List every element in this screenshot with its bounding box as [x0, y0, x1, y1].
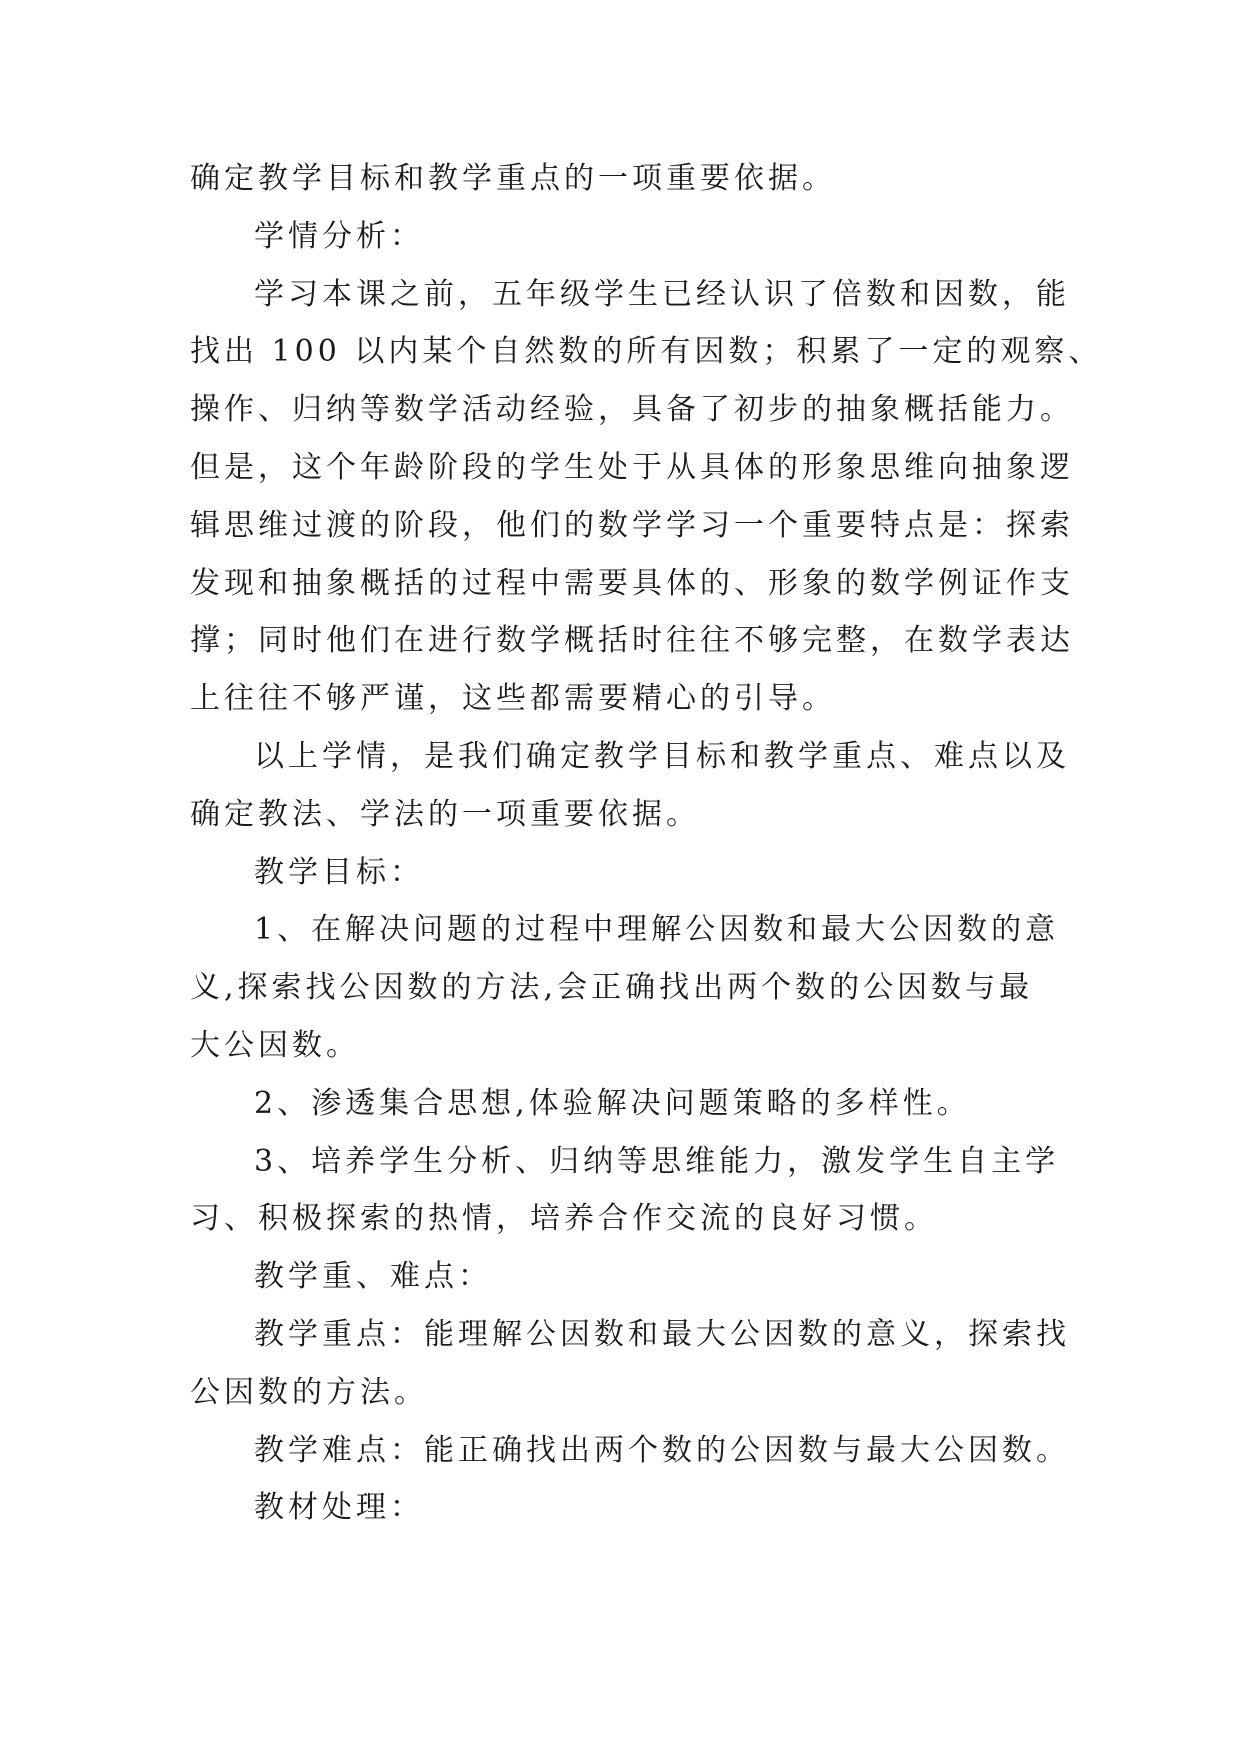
text-line: 义,探索找公因数的方法,会正确找出两个数的公因数与最 [190, 970, 1034, 1006]
section-heading: 教学目标： [254, 854, 424, 890]
text-line: 操作、归纳等数学活动经验，具备了初步的抽象概括能力。 [190, 392, 1074, 428]
text-line: 找出 100 以内某个自然数的所有因数；积累了一定的观察、 [190, 334, 1103, 370]
text-line: 确定教学目标和教学重点的一项重要依据。 [190, 161, 836, 196]
text-line: 确定教法、学法的一项重要依据。 [190, 796, 700, 832]
text-line: 大公因数。 [190, 1027, 360, 1063]
document-page [190, 150, 1103, 1537]
text-line: 教学难点：能正确找出两个数的公因数与最大公因数。 [254, 1432, 1070, 1468]
section-heading: 学情分析： [254, 218, 424, 254]
text-line: 但是，这个年龄阶段的学生处于从具体的形象思维向抽象逻 [190, 449, 1074, 485]
text-line: 学习本课之前，五年级学生已经认识了倍数和因数，能 [254, 276, 1070, 312]
text-line: 以上学情，是我们确定教学目标和教学重点、难点以及 [254, 738, 1070, 774]
text-line: 上往往不够严谨，这些都需要精心的引导。 [190, 681, 836, 717]
text-line: 习、积极探索的热情，培养合作交流的良好习惯。 [190, 1201, 938, 1237]
list-item: 1、在解决问题的过程中理解公因数和最大公因数的意 [254, 912, 1060, 948]
section-heading: 教学重、难点： [254, 1259, 492, 1295]
text-line: 教学重点：能理解公因数和最大公因数的意义，探索找 [254, 1316, 1070, 1352]
list-item: 2、渗透集合思想,体验解决问题策略的多样性。 [254, 1085, 971, 1121]
text-line: 公因数的方法。 [190, 1374, 428, 1410]
text-line: 辑思维过渡的阶段，他们的数学学习一个重要特点是：探索 [190, 507, 1074, 543]
section-heading: 教材处理： [254, 1490, 424, 1526]
text-line: 撑；同时他们在进行数学概括时往往不够完整，在数学表达 [190, 623, 1074, 659]
list-item: 3、培养学生分析、归纳等思维能力，激发学生自主学 [254, 1143, 1060, 1179]
text-line: 发现和抽象概括的过程中需要具体的、形象的数学例证作支 [190, 565, 1074, 601]
